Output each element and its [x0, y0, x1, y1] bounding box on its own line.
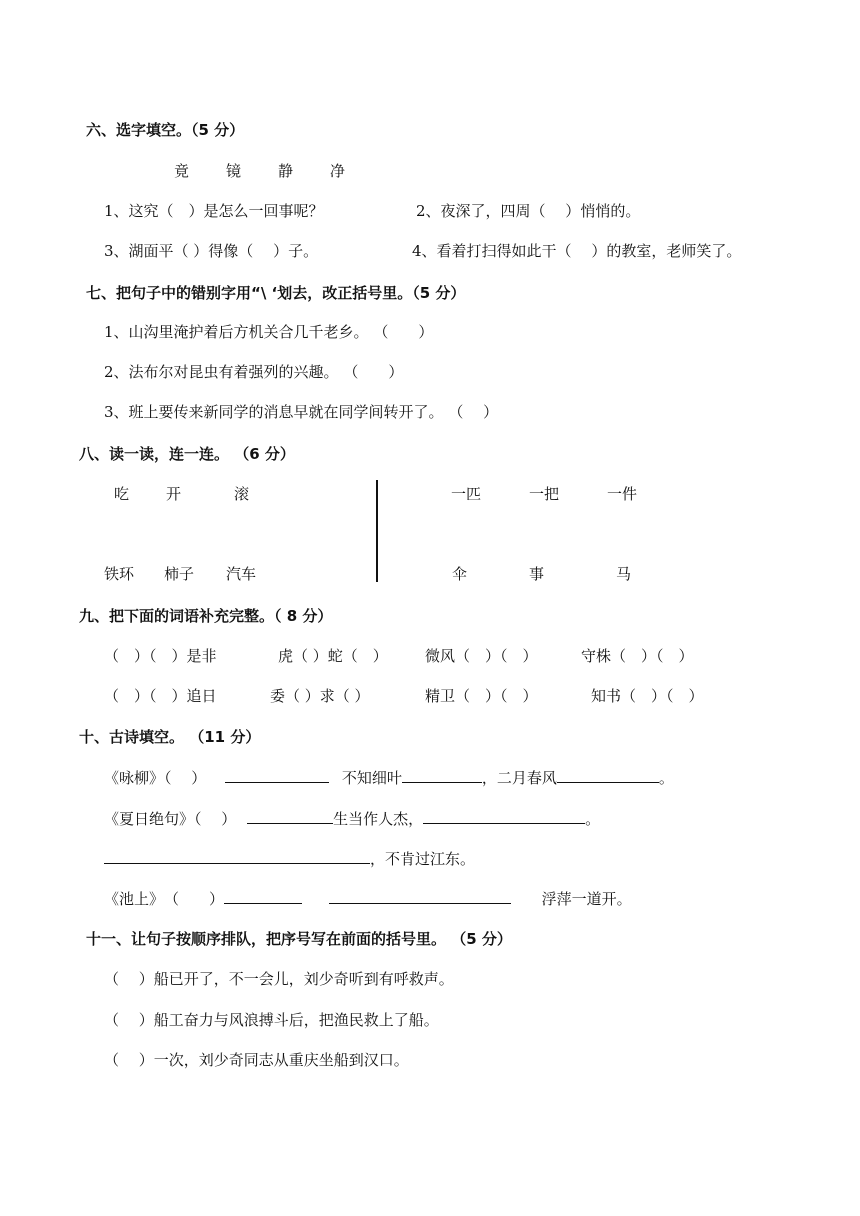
s6-question-2: 2、夜深了，四周（ ）悄悄的。 [416, 202, 641, 220]
match-left-bottom-2: 柿子 [164, 565, 195, 583]
poem-1-line [104, 767, 674, 788]
poem-2-blank-1[interactable] [247, 808, 333, 824]
s6-question-1: 1、这究（ ）是怎么一回事呢？ [104, 202, 324, 220]
section-7-heading: 七、把句子中的错别字用“\ ‘划去，改正括号里。（5 分） [86, 284, 466, 302]
poem-3-text-1: ，不肯过江东。 [370, 850, 476, 868]
match-right-bottom-1: 伞 [452, 565, 468, 583]
poem-4-line [104, 888, 632, 909]
s6-question-4: 4、看着打扫得如此干（ ）的教室，老师笑了。 [412, 242, 742, 260]
order-sentence-3: （ ）一次，刘少奇同志从重庆坐船到汉口。 [104, 1051, 409, 1069]
poem-3-line [104, 848, 475, 869]
match-left-top-1: 吃 [114, 485, 130, 503]
char-option-1: 竟 [174, 162, 190, 180]
order-sentence-2: （ ）船工奋力与风浪搏斗后，把渔民救上了船。 [104, 1011, 439, 1029]
poem-1-title: 《咏柳》（ ） [104, 769, 207, 787]
poem-4-text-1: 浮萍一道开。 [541, 890, 632, 908]
s7-question-1: 1、山沟里淹护着后方机关合几千老乡。 （ ） [104, 323, 434, 341]
match-right-bottom-3: 马 [616, 565, 632, 583]
poem-1-text-1: 不知细叶 [341, 769, 402, 787]
poem-1-text-3: 。 [658, 769, 674, 787]
poem-2-text-1: 生当作人杰， [333, 810, 424, 828]
match-left-top-3: 滚 [234, 485, 250, 503]
poem-2-line [104, 808, 600, 829]
poem-1-blank-2[interactable] [402, 767, 482, 783]
idiom-7: 精卫（ ）（ ） [425, 687, 538, 705]
match-right-top-1: 一匹 [451, 485, 482, 503]
idiom-1: （ ）（ ）是非 [104, 647, 217, 665]
section-10-heading: 十、古诗填空。 （11 分） [79, 728, 261, 746]
s7-question-2: 2、法布尔对昆虫有着强列的兴趣。 （ ） [104, 363, 404, 381]
section-6-heading: 六、选字填空。（5 分） [86, 121, 245, 139]
match-left-bottom-3: 汽车 [226, 565, 257, 583]
match-right-bottom-2: 事 [529, 565, 545, 583]
s7-question-3: 3、班上要传来新同学的消息早就在同学间转开了。 （ ） [104, 403, 499, 421]
poem-3-blank-1[interactable] [104, 848, 370, 864]
match-left-bottom-1: 铁环 [104, 565, 135, 583]
idiom-5: （ ）（ ）追日 [104, 687, 217, 705]
poem-4-blank-1[interactable] [224, 888, 302, 904]
match-right-top-2: 一把 [529, 485, 560, 503]
poem-4-blank-2[interactable] [329, 888, 511, 904]
idiom-8: 知书（ ）（ ） [591, 687, 704, 705]
poem-1-text-2: ，二月春风 [481, 769, 557, 787]
order-sentence-1: （ ）船已开了，不一会儿，刘少奇听到有呼救声。 [104, 970, 454, 988]
divider-line [376, 480, 378, 582]
poem-2-title: 《夏日绝句》（ ） [104, 810, 237, 828]
char-option-3: 静 [278, 162, 294, 180]
idiom-3: 微风（ ）（ ） [425, 647, 538, 665]
section-9-heading: 九、把下面的词语补充完整。（ 8 分） [79, 607, 333, 625]
idiom-6: 委（ ）求（ ） [270, 687, 370, 705]
section-11-heading: 十一、让句子按顺序排队，把序号写在前面的括号里。 （5 分） [86, 930, 512, 948]
match-left-top-2: 开 [166, 485, 182, 503]
poem-1-blank-1[interactable] [225, 767, 329, 783]
idiom-2: 虎（ ）蛇（ ） [278, 647, 388, 665]
poem-2-text-2: 。 [585, 810, 601, 828]
idiom-4: 守株（ ）（ ） [581, 647, 694, 665]
s6-question-3: 3、湖面平（ ）得像（ ）子。 [104, 242, 319, 260]
poem-4-title: 《池上》 （ ） [104, 890, 225, 908]
char-option-2: 镜 [226, 162, 242, 180]
match-right-top-3: 一件 [607, 485, 638, 503]
poem-1-blank-3[interactable] [557, 767, 659, 783]
poem-2-blank-2[interactable] [423, 808, 585, 824]
char-option-4: 净 [330, 162, 346, 180]
section-8-heading: 八、读一读，连一连。 （6 分） [79, 445, 295, 463]
